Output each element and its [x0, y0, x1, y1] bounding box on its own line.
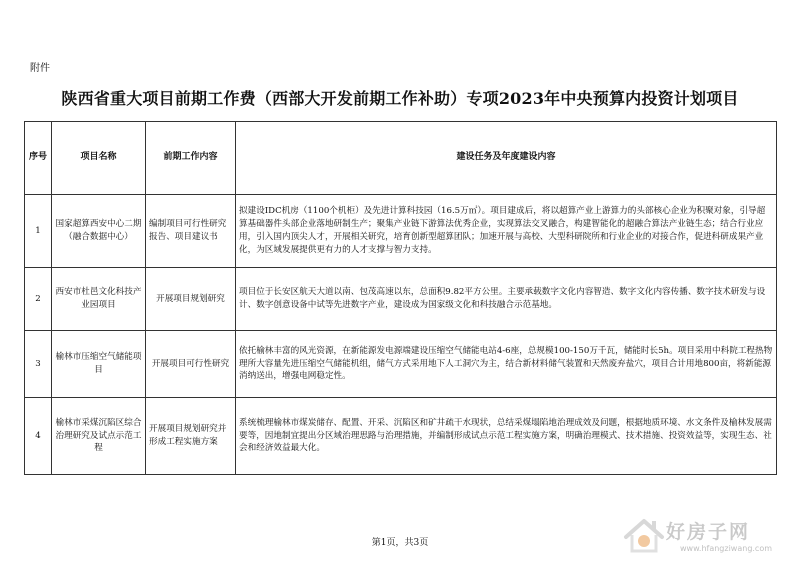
table-row [25, 331, 777, 398]
cell-project-name: 榆林市采煤沉陷区综合治理研究及试点示范工程 [52, 398, 146, 475]
cell-no: 1 [25, 195, 52, 268]
cell-construction-content: 系统梳理榆林市煤炭储存、配置、开采、沉陷区和矿井疏干水现状，总结采煤塌陷地治理成效及问题，根据地质环境、水文条件及榆林发展需要等，因地制宜提出分区域治理思路与治理措施，并编制形成试点示范工程实施方案，明确治理模式、技术措施、投资效益等，实现生态、社会和经济效益最大化。 [236, 398, 777, 475]
watermark-text: 好房子网 [666, 521, 751, 543]
table-header-row [25, 122, 777, 195]
cell-project-name: 榆林市压缩空气储能项目 [52, 331, 146, 398]
cell-construction-content: 项目位于长安区航天大道以南、包茂高速以东，总面积9.82平方公里。主要承载数字文化内容智造、数字文化内容传播、数字技术研发与设计、数字创意设备中试等先进数字产业，建设成为国家级文化和科技融合示范基地。 [236, 268, 777, 331]
watermark [622, 515, 782, 561]
cell-project-name: 国家超算西安中心二期（融合数据中心） [52, 195, 146, 268]
table-row [25, 398, 777, 475]
cell-preliminary-work: 开展项目规划研究并形成工程实施方案 [146, 398, 236, 475]
cell-no: 2 [25, 268, 52, 331]
cell-preliminary-work: 开展项目规划研究 [146, 268, 236, 331]
cell-preliminary-work: 编制项目可行性研究报告、项目建议书 [146, 195, 236, 268]
document-title: 陕西省重大项目前期工作费（西部大开发前期工作补助）专项2023年中央预算内投资计划项目 [61, 89, 739, 108]
attachment-label: 附件 [30, 63, 50, 74]
cell-construction-content: 拟建设IDC机房（1100个机柜）及先进计算科技园（16.5万㎡）。项目建成后，将以超算产业上游算力的头部核心企业为积聚对象，引导超算基础器件头部企业落地研制生产；聚集产业链下游算法优秀企业，实现算法交叉融合，构建智能化的超融合算法产业链生态；结合行业应用，引入国内顶尖人才，开展相关研究，培育创新型超算团队；加速开展与高校、大型科研院所和行业企业的对接合作，促进科研成果产业化，为区域发展提供更有力的人才支撑与智力支持。 [236, 195, 777, 268]
table-row [25, 195, 777, 268]
cell-construction-content: 依托榆林丰富的风光资源，在新能源发电源端建设压缩空气储能电站4-6座，总规模100-150万千瓦，储能时长5h。项目采用中科院工程热物理所大容量先进压缩空气储能机组，储气方式采用地下人工洞穴为主，结合新材料储气装置和天然废弃盐穴，项目合计用地800亩，将新能源消纳送出，增强电网稳定性。 [236, 331, 777, 398]
cell-preliminary-work: 开展项目可行性研究 [146, 331, 236, 398]
header-project-name: 项目名称 [52, 122, 146, 195]
cell-project-name: 西安市杜邑文化科技产业园项目 [52, 268, 146, 331]
project-table [24, 121, 777, 475]
header-preliminary-work: 前期工作内容 [146, 122, 236, 195]
header-no: 序号 [25, 122, 52, 195]
table-row [25, 268, 777, 331]
watermark-url: www.hfangziwang.com [680, 544, 773, 553]
page-footer: 第1页，共3页 [371, 538, 429, 548]
cell-no: 4 [25, 398, 52, 475]
header-construction-content: 建设任务及年度建设内容 [236, 122, 777, 195]
house-logo-icon [622, 515, 670, 559]
cell-no: 3 [25, 331, 52, 398]
